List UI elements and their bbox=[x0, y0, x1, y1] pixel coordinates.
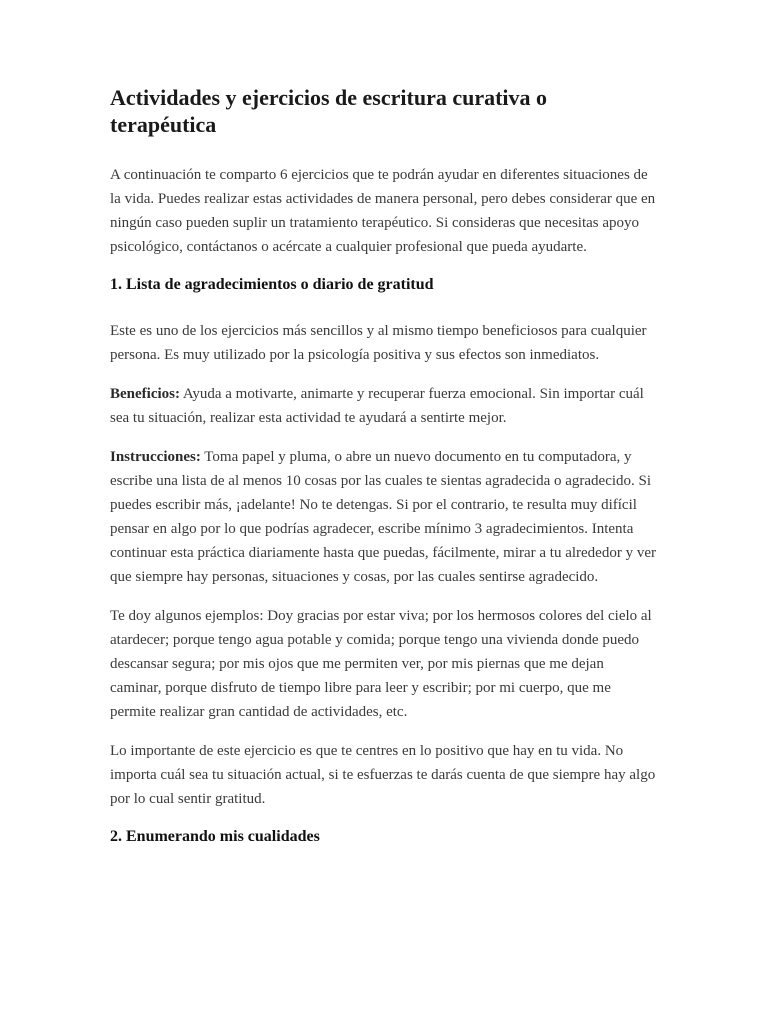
section-1-paragraph: Este es uno de los ejercicios más sencillos y al mismo tiempo beneficiosos para cualquier persona. Es muy utilizado por la psicología positiva y sus efectos son inmediatos. bbox=[110, 323, 647, 363]
benefits-label: Beneficios: bbox=[110, 386, 180, 402]
examples-paragraph: Te doy algunos ejemplos: Doy gracias por estar viva; por los hermosos colores del cielo al atardecer; porque tengo agua potable y comida; porque tengo una vivienda donde puedo descansar segura; por mis ojos que me permiten ver, por mis piernas que me dejan caminar, porque disfruto de tiempo libre para leer y escribir; por mi cuerpo, que me permite realizar gran cantidad de actividades, etc. bbox=[110, 608, 652, 720]
closing-paragraph: Lo importante de este ejercicio es que te centres en lo positivo que hay en tu vida. No importa cuál sea tu situación actual, si te esfuerzas te darás cuenta de que siempre hay algo por lo cual sentir gratitud. bbox=[110, 743, 656, 807]
instructions-label: Instrucciones: bbox=[110, 449, 201, 465]
benefits-text: Ayuda a motivarte, animarte y recuperar fuerza emocional. Sin importar cuál sea tu situación, realizar esta actividad te ayudará a sentirte mejor. bbox=[110, 386, 644, 426]
instructions-paragraph bbox=[110, 445, 658, 589]
benefits-paragraph bbox=[110, 382, 658, 430]
intro-paragraph: A continuación te comparto 6 ejercicios que te podrán ayudar en diferentes situaciones de la vida. Puedes realizar estas actividades de manera personal, pero debes considerar que en ningún caso pueden suplir un tratamiento terapéutico. Si consideras que necesitas apoyo psicológico, contáctanos o acércate a cualquier profesional que pueda ayudarte. bbox=[110, 167, 656, 255]
instructions-text: Toma papel y pluma, o abre un nuevo documento en tu computadora, y escribe una lista de al menos 10 cosas por las cuales te sientas agradecida o agradecido. Si puedes escribir más, ¡adelante! No te detengas. Si por el contrario, te resulta muy difícil pensar en algo por lo que podrías agradecer, escribe mínimo 3 agradecimientos. Intenta continuar esta práctica diariamente hasta que puedas, fácilmente, mirar a tu alrededor y ver que siempre hay personas, situaciones y cosas, por las cuales sentirse agradecido. bbox=[110, 449, 656, 585]
section-heading-1: 1. Lista de agradecimientos o diario de gratitud bbox=[110, 276, 434, 293]
document-page bbox=[110, 84, 658, 871]
section-heading-2: 2. Enumerando mis cualidades bbox=[110, 828, 320, 845]
page-title: Actividades y ejercicios de escritura curativa o terapéutica bbox=[110, 85, 548, 137]
